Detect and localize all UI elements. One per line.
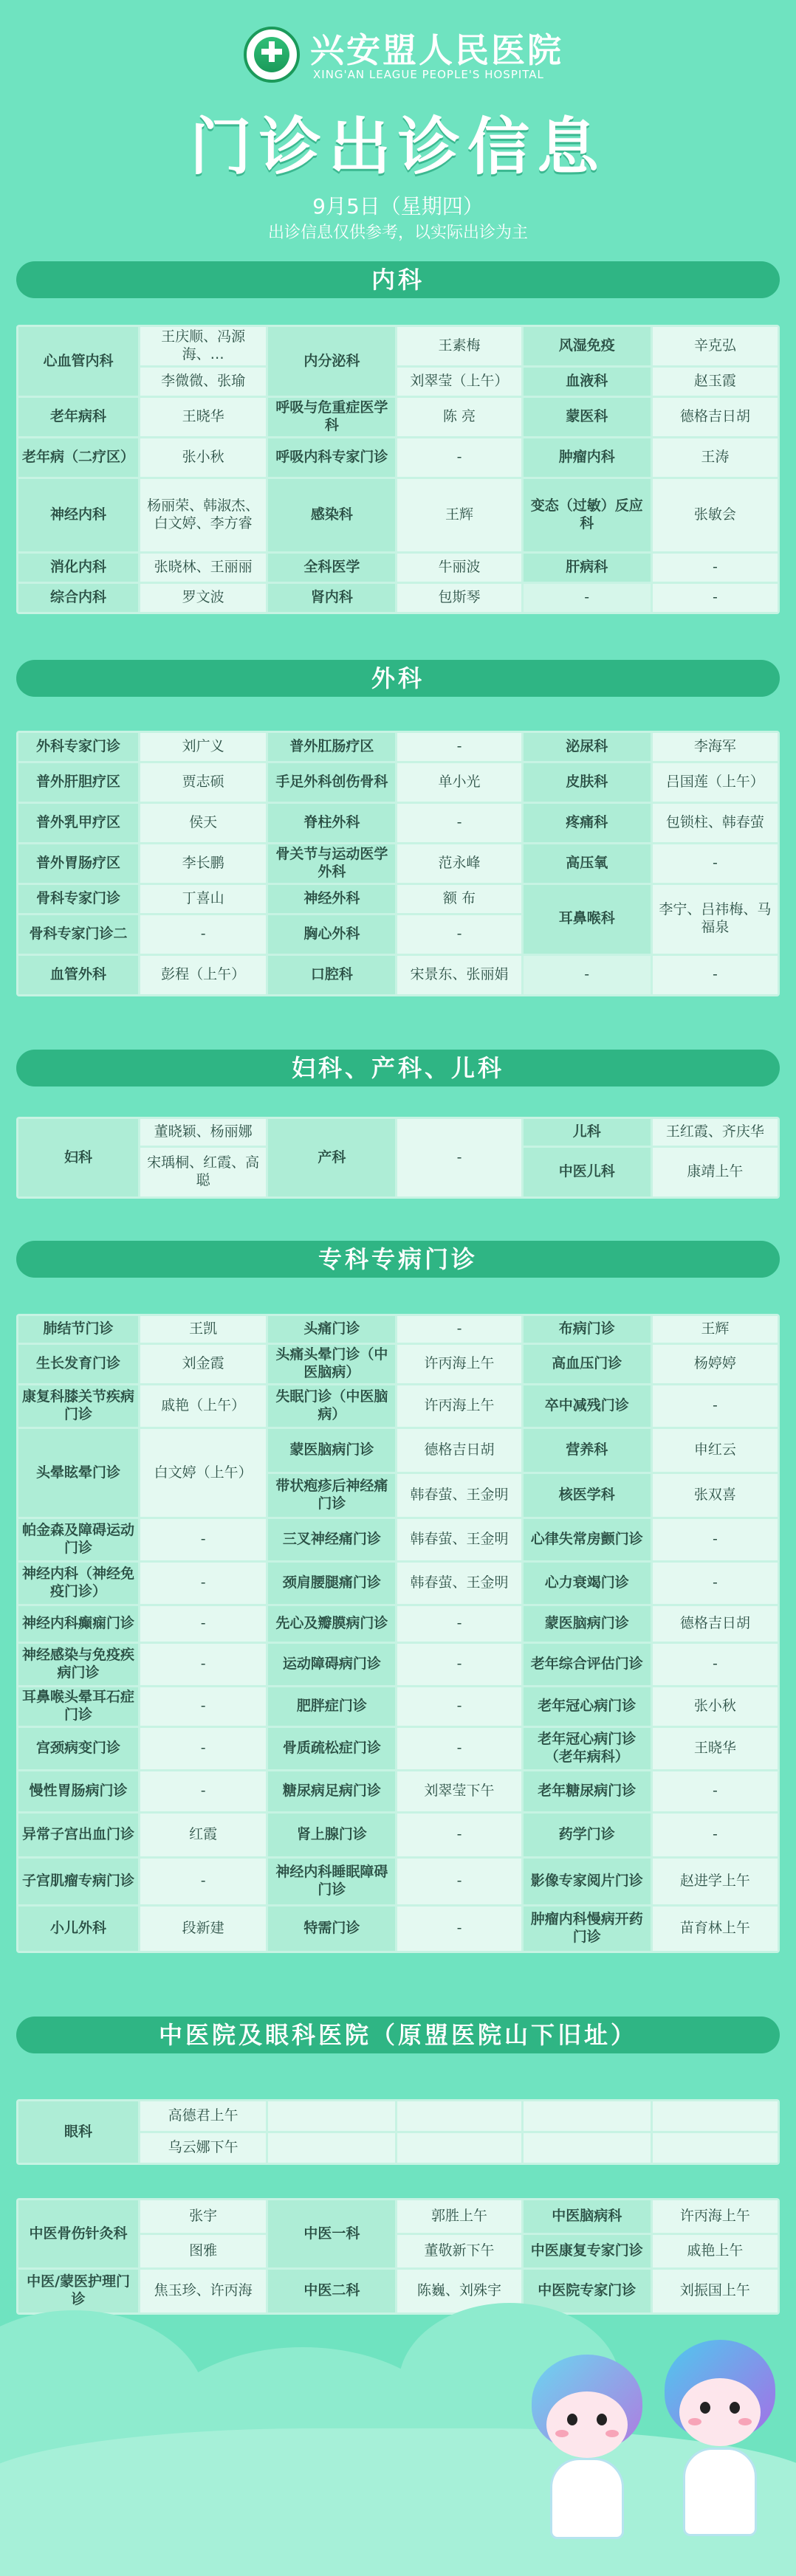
department-cell: 神经外科	[268, 885, 395, 913]
doctor-cell: 图雅	[140, 2235, 266, 2267]
fuchan-table	[16, 1117, 780, 1199]
table-row	[18, 1907, 778, 1951]
doctor-cell: 韩春萤、王金明	[397, 1519, 521, 1560]
doctor-cell: -	[653, 1385, 778, 1427]
doctor-cell: 许丙海上午	[397, 1345, 521, 1383]
doctor-cell: 张敏会	[653, 479, 778, 551]
department-cell: 药学门诊	[524, 1814, 651, 1856]
table-row	[18, 804, 778, 842]
doctor-cell: 康靖上午	[653, 1148, 778, 1196]
department-cell: 心力衰竭门诊	[524, 1563, 651, 1604]
doctor-cell: 王晓华	[653, 1728, 778, 1769]
doctor-cell: -	[397, 1606, 521, 1642]
doctor-cell: 乌云娜下午	[140, 2133, 266, 2163]
doctor-cell: 宋景东、张丽娟	[397, 956, 521, 994]
doctor-cell	[653, 2101, 778, 2131]
doctor-cell: -	[653, 584, 778, 612]
department-cell: 脊柱外科	[268, 804, 395, 842]
doctor-cell: 李长鹏	[140, 844, 266, 883]
doctor-cell: 赵玉霞	[653, 368, 778, 396]
doctor-cell: 焦玉珍、许丙海	[140, 2270, 266, 2312]
department-cell: 骨科专家门诊	[18, 885, 138, 913]
department-cell: 失眠门诊（中医脑病）	[268, 1385, 395, 1427]
department-cell: 宫颈病变门诊	[18, 1728, 138, 1769]
department-cell: 中医脑病科	[524, 2200, 651, 2233]
doctor-cell: 德格吉日胡	[397, 1429, 521, 1472]
doctor-cell: -	[397, 1316, 521, 1343]
doctor-cell: 刘翠莹（上午）	[397, 368, 521, 396]
doctor-cell: 王凯	[140, 1316, 266, 1343]
department-cell: 异常子宫出血门诊	[18, 1814, 138, 1856]
department-cell: 中医康复专家门诊	[524, 2235, 651, 2267]
department-cell: 普外乳甲疗区	[18, 804, 138, 842]
department-cell: 普外肝胆疗区	[18, 763, 138, 802]
doctor-cell: -	[524, 956, 651, 994]
table-row	[18, 1385, 778, 1427]
department-cell: 变态（过敏）反应科	[524, 479, 651, 551]
mascot-doctor-right	[665, 2340, 775, 2539]
hospital-emblem-icon	[244, 27, 300, 83]
department-cell: 呼吸与危重症医学科	[268, 398, 395, 436]
department-cell: 帕金森及障碍运动门诊	[18, 1519, 138, 1560]
doctor-cell: 红霞	[140, 1814, 266, 1856]
table-row	[18, 1429, 778, 1472]
table-row	[18, 1644, 778, 1685]
department-cell: 蒙医科	[524, 398, 651, 436]
doctor-cell: 罗文波	[140, 584, 266, 612]
department-cell: 心血管内科	[18, 327, 138, 396]
doctor-cell: 丁喜山	[140, 885, 266, 913]
doctor-cell: -	[653, 1563, 778, 1604]
table-row	[18, 844, 778, 883]
department-cell: 高压氧	[524, 844, 651, 883]
doctor-cell: 辛克弘	[653, 327, 778, 365]
section-header-neike: 内科	[16, 261, 780, 298]
waike-panel	[16, 731, 780, 996]
table-row	[18, 554, 778, 582]
department-cell: 骨科专家门诊二	[18, 915, 138, 954]
doctor-cell: 戚艳（上午）	[140, 1385, 266, 1427]
doctor-cell: 许丙海上午	[653, 2200, 778, 2233]
table-row	[18, 1345, 778, 1383]
doctor-cell: -	[397, 1907, 521, 1951]
doctor-cell: -	[140, 1771, 266, 1811]
doctor-cell: 陈巍、刘殊宇	[397, 2270, 521, 2312]
doctor-cell: -	[653, 1814, 778, 1856]
table-row	[18, 1814, 778, 1856]
department-cell: 蒙医脑病门诊	[524, 1606, 651, 1642]
section-header-zhuanke: 专科专病门诊	[16, 1241, 780, 1278]
table-row	[18, 1771, 778, 1811]
department-cell: 呼吸内科专家门诊	[268, 438, 395, 477]
department-cell: 神经内科	[18, 479, 138, 551]
department-cell: 糖尿病足病门诊	[268, 1771, 395, 1811]
doctor-cell: 韩春萤、王金明	[397, 1474, 521, 1517]
department-cell: 普外胃肠疗区	[18, 844, 138, 883]
doctor-cell: 单小光	[397, 763, 521, 802]
doctor-cell: 王红霞、齐庆华	[653, 1119, 778, 1146]
bottom-decoration	[0, 2281, 796, 2544]
doctor-cell: -	[653, 1771, 778, 1811]
waike-table	[16, 731, 780, 996]
table-row	[18, 1519, 778, 1560]
doctor-cell: -	[653, 554, 778, 582]
doctor-cell: 张小秋	[653, 1687, 778, 1726]
table-row	[18, 584, 778, 612]
department-cell: 中医二科	[268, 2270, 395, 2312]
section-header-fuchan: 妇科、产科、儿科	[16, 1050, 780, 1086]
doctor-cell: 王辉	[653, 1316, 778, 1343]
table-row	[18, 327, 778, 365]
department-cell: 神经内科睡眠障碍门诊	[268, 1859, 395, 1904]
header	[0, 0, 796, 251]
doctor-cell: 段新建	[140, 1907, 266, 1951]
table-row	[18, 885, 778, 913]
doctor-cell: 贾志硕	[140, 763, 266, 802]
doctor-cell: 包斯琴	[397, 584, 521, 612]
department-cell: 特需门诊	[268, 1907, 395, 1951]
doctor-cell	[397, 2133, 521, 2163]
department-cell: 头痛头晕门诊（中医脑病）	[268, 1345, 395, 1383]
department-cell: 运动障碍病门诊	[268, 1644, 395, 1685]
department-cell: 老年冠心病门诊（老年病科）	[524, 1728, 651, 1769]
doctor-cell: 包锁柱、韩春萤	[653, 804, 778, 842]
doctor-cell: 张小秋	[140, 438, 266, 477]
table-row	[18, 479, 778, 551]
department-cell: 神经内科癫痫门诊	[18, 1606, 138, 1642]
doctor-cell: 王晓华	[140, 398, 266, 436]
department-cell: 头晕眩晕门诊	[18, 1429, 138, 1517]
department-cell: 布病门诊	[524, 1316, 651, 1343]
zhuanke-panel	[16, 1314, 780, 1953]
doctor-cell: 白文婷（上午）	[140, 1429, 266, 1517]
doctor-cell: -	[397, 1728, 521, 1769]
doctor-cell: 王辉	[397, 479, 521, 551]
doctor-cell: 张双喜	[653, 1474, 778, 1517]
department-cell: 皮肤科	[524, 763, 651, 802]
doctor-cell: 侯天	[140, 804, 266, 842]
department-cell: 泌尿科	[524, 733, 651, 761]
department-cell: 风湿免疫	[524, 327, 651, 365]
department-cell: 神经感染与免疫疾病门诊	[18, 1644, 138, 1685]
table-row	[18, 733, 778, 761]
department-cell: 耳鼻喉科	[524, 885, 651, 954]
zhuanke-table	[16, 1314, 780, 1953]
department-cell: 口腔科	[268, 956, 395, 994]
doctor-cell: 赵进学上午	[653, 1859, 778, 1904]
hospital-logo	[244, 24, 569, 90]
doctor-cell: 韩春萤、王金明	[397, 1563, 521, 1604]
doctor-cell: 苗育林上午	[653, 1907, 778, 1951]
department-cell: 三叉神经痛门诊	[268, 1519, 395, 1560]
doctor-cell: 王庆顺、冯源海、…	[140, 327, 266, 365]
doctor-cell: -	[397, 1687, 521, 1726]
neike-table	[16, 325, 780, 614]
page-title: 门诊出诊信息	[189, 111, 606, 183]
table-row	[18, 438, 778, 477]
department-cell: 综合内科	[18, 584, 138, 612]
department-cell: 产科	[268, 1119, 395, 1196]
department-cell: 老年糖尿病门诊	[524, 1771, 651, 1811]
doctor-cell	[524, 2101, 651, 2131]
neike-panel	[16, 325, 780, 614]
doctor-cell: -	[397, 915, 521, 954]
department-cell: 外科专家门诊	[18, 733, 138, 761]
doctor-cell: 高德君上午	[140, 2101, 266, 2131]
doctor-cell: 张宇	[140, 2200, 266, 2233]
doctor-cell	[268, 2101, 395, 2131]
department-cell: 全科医学	[268, 554, 395, 582]
doctor-cell: -	[397, 438, 521, 477]
table-row	[18, 956, 778, 994]
department-cell: 普外肛肠疗区	[268, 733, 395, 761]
department-cell: 中医一科	[268, 2200, 395, 2267]
department-cell: 手足外科创伤骨科	[268, 763, 395, 802]
doctor-cell: -	[140, 1644, 266, 1685]
table-row	[18, 1728, 778, 1769]
doctor-cell: 德格吉日胡	[653, 1606, 778, 1642]
doctor-cell: -	[397, 1119, 521, 1196]
doctor-cell	[268, 2133, 395, 2163]
doctor-cell: 许丙海上午	[397, 1385, 521, 1427]
yanke-table	[16, 2099, 780, 2165]
department-cell: 卒中减残门诊	[524, 1385, 651, 1427]
department-cell: 老年综合评估门诊	[524, 1644, 651, 1685]
table-row	[18, 1316, 778, 1343]
department-cell: 疼痛科	[524, 804, 651, 842]
hospital-name-cn: 兴安盟人民医院	[310, 30, 563, 70]
disclaimer-note: 出诊信息仅供参考，以实际出诊为主	[267, 224, 528, 242]
doctor-cell: 刘翠莹下午	[397, 1771, 521, 1811]
department-cell: 内分泌科	[268, 327, 395, 396]
section-header-zhongyi: 中医院及眼科医院（原盟医院山下旧址）	[16, 2017, 780, 2053]
department-cell: 蒙医脑病门诊	[268, 1429, 395, 1472]
table-row	[18, 2101, 778, 2131]
table-row	[18, 1119, 778, 1146]
schedule-date: 9月5日（星期四）	[312, 194, 484, 218]
department-cell: 头痛门诊	[268, 1316, 395, 1343]
department-cell: 肾上腺门诊	[268, 1814, 395, 1856]
doctor-cell: -	[140, 1687, 266, 1726]
doctor-cell: 吕国莲（上午）	[653, 763, 778, 802]
department-cell: 老年病（二疗区）	[18, 438, 138, 477]
doctor-cell: -	[140, 1606, 266, 1642]
doctor-cell	[524, 2133, 651, 2163]
department-cell: 眼科	[18, 2101, 138, 2163]
doctor-cell: 李微微、张瑜	[140, 368, 266, 396]
table-row	[18, 1606, 778, 1642]
table-row	[18, 2200, 778, 2233]
table-row	[18, 1563, 778, 1604]
department-cell: 老年病科	[18, 398, 138, 436]
section-header-waike: 外科	[16, 660, 780, 697]
department-cell: 康复科膝关节疾病门诊	[18, 1385, 138, 1427]
doctor-cell: 宋瑀桐、红霞、高聪	[140, 1148, 266, 1196]
doctor-cell: 杨婷婷	[653, 1345, 778, 1383]
doctor-cell: 张晓林、王丽丽	[140, 554, 266, 582]
department-cell: 骨关节与运动医学外科	[268, 844, 395, 883]
department-cell: 心律失常房颤门诊	[524, 1519, 651, 1560]
doctor-cell: -	[397, 804, 521, 842]
department-cell: 肿瘤内科慢病开药门诊	[524, 1907, 651, 1951]
doctor-cell: -	[140, 1728, 266, 1769]
fuchan-panel	[16, 1117, 780, 1199]
doctor-cell	[653, 2133, 778, 2163]
table-row	[18, 1859, 778, 1904]
doctor-cell: -	[653, 1644, 778, 1685]
department-cell: 血液科	[524, 368, 651, 396]
doctor-cell: 王素梅	[397, 327, 521, 365]
department-cell: 生长发育门诊	[18, 1345, 138, 1383]
department-cell: 中医骨伤针灸科	[18, 2200, 138, 2267]
doctor-cell: 王涛	[653, 438, 778, 477]
department-cell: 小儿外科	[18, 1907, 138, 1951]
department-cell: 颈肩腰腿痛门诊	[268, 1563, 395, 1604]
doctor-cell: 范永峰	[397, 844, 521, 883]
doctor-cell: 郭胜上午	[397, 2200, 521, 2233]
doctor-cell: 陈 亮	[397, 398, 521, 436]
department-cell: 先心及瓣膜病门诊	[268, 1606, 395, 1642]
department-cell: 带状疱疹后神经痛门诊	[268, 1474, 395, 1517]
doctor-cell: 李海军	[653, 733, 778, 761]
department-cell: 肿瘤内科	[524, 438, 651, 477]
doctor-cell: 李宁、吕祎梅、马福泉	[653, 885, 778, 954]
doctor-cell: 戚艳上午	[653, 2235, 778, 2267]
doctor-cell: 牛丽波	[397, 554, 521, 582]
department-cell: 肥胖症门诊	[268, 1687, 395, 1726]
department-cell: 营养科	[524, 1429, 651, 1472]
department-cell: 子宫肌瘤专病门诊	[18, 1859, 138, 1904]
doctor-cell: 额 布	[397, 885, 521, 913]
department-cell: 影像专家阅片门诊	[524, 1859, 651, 1904]
department-cell: 耳鼻喉头晕耳石症门诊	[18, 1687, 138, 1726]
doctor-cell: 刘广义	[140, 733, 266, 761]
department-cell: 老年冠心病门诊	[524, 1687, 651, 1726]
doctor-cell: 杨丽荣、韩淑杰、白文婷、李方睿	[140, 479, 266, 551]
department-cell: 血管外科	[18, 956, 138, 994]
doctor-cell: -	[397, 733, 521, 761]
department-cell: 中医儿科	[524, 1148, 651, 1196]
department-cell: 骨质疏松症门诊	[268, 1728, 395, 1769]
department-cell: 中医/蒙医护理门诊	[18, 2270, 138, 2312]
doctor-cell: -	[397, 1644, 521, 1685]
doctor-cell: -	[140, 1563, 266, 1604]
doctor-cell: -	[653, 1519, 778, 1560]
doctor-cell: -	[140, 1519, 266, 1560]
doctor-cell: 彭程（上午）	[140, 956, 266, 994]
doctor-cell: -	[653, 956, 778, 994]
doctor-cell: 董晓颖、杨丽娜	[140, 1119, 266, 1146]
doctor-cell	[397, 2101, 521, 2131]
doctor-cell: -	[140, 915, 266, 954]
doctor-cell: -	[397, 1814, 521, 1856]
table-row	[18, 398, 778, 436]
department-cell: 胸心外科	[268, 915, 395, 954]
doctor-cell: 刘振国上午	[653, 2270, 778, 2312]
doctor-cell: 刘金霞	[140, 1345, 266, 1383]
table-row	[18, 763, 778, 802]
department-cell: 感染科	[268, 479, 395, 551]
doctor-cell: 董敬新下午	[397, 2235, 521, 2267]
department-cell: 消化内科	[18, 554, 138, 582]
table-row	[18, 1687, 778, 1726]
doctor-cell: 德格吉日胡	[653, 398, 778, 436]
hospital-name-en: XING'AN LEAGUE PEOPLE'S HOSPITAL	[313, 68, 544, 81]
yanke-panel	[16, 2099, 780, 2165]
department-cell: 高血压门诊	[524, 1345, 651, 1383]
department-cell: 慢性胃肠病门诊	[18, 1771, 138, 1811]
doctor-cell: 申红云	[653, 1429, 778, 1472]
department-cell: 儿科	[524, 1119, 651, 1146]
mascot-doctor-left	[532, 2355, 642, 2539]
department-cell: 肾内科	[268, 584, 395, 612]
doctor-cell: -	[653, 844, 778, 883]
department-cell: 核医学科	[524, 1474, 651, 1517]
doctor-cell: -	[140, 1859, 266, 1904]
department-cell: 中医院专家门诊	[524, 2270, 651, 2312]
department-cell: 肺结节门诊	[18, 1316, 138, 1343]
department-cell: 妇科	[18, 1119, 138, 1196]
doctor-cell: -	[397, 1859, 521, 1904]
department-cell: 神经内科（神经免疫门诊）	[18, 1563, 138, 1604]
department-cell: 肝病科	[524, 554, 651, 582]
doctor-cell: -	[524, 584, 651, 612]
